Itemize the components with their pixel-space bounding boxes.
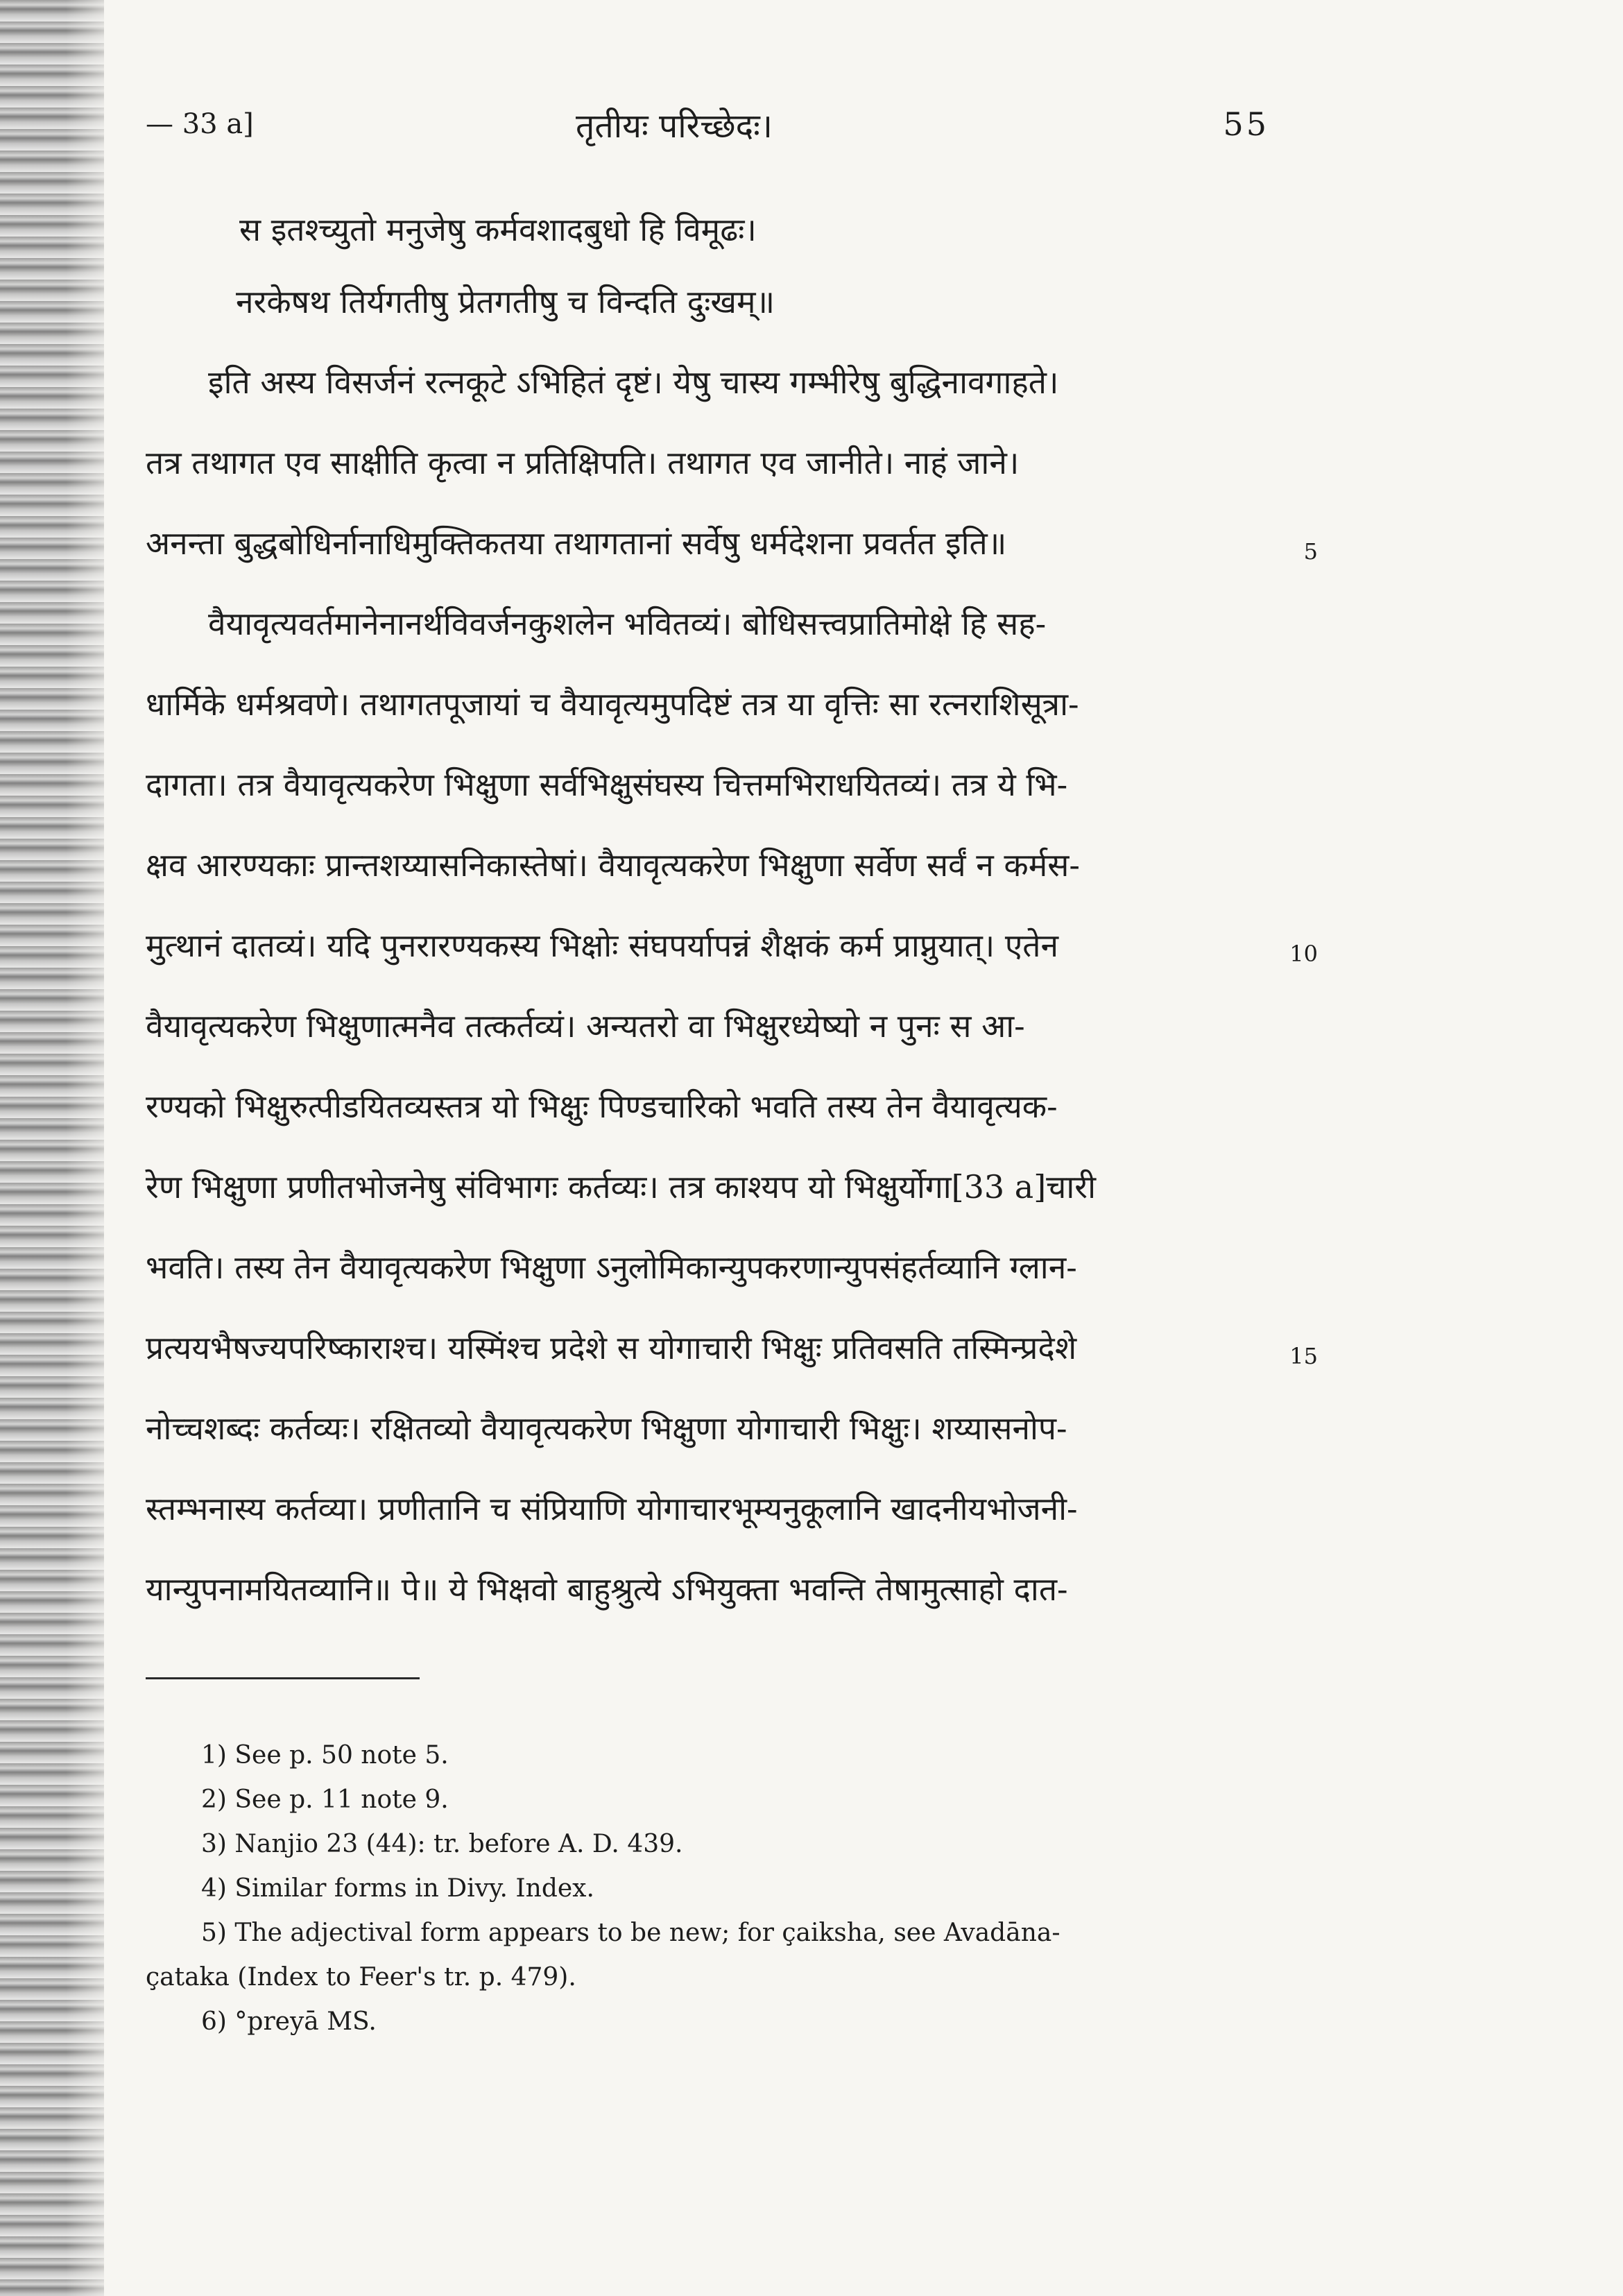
- line-number-5: 5: [1303, 538, 1318, 565]
- footnote-continuation: çataka (Index to Feer's tr. p. 479).: [146, 1963, 576, 1991]
- footnote-divider: [146, 1677, 420, 1679]
- text-line: क्षव आरण्यकाः प्रान्तशय्यासनिकास्तेषां। वैयावृत्यकरेण भिक्षुणा सर्वेण सर्वं न कर्मस-: [146, 846, 1080, 884]
- footnote: 4) Similar forms in Divy. Index.: [201, 1874, 594, 1903]
- footnote: 3) Nanjio 23 (44): tr. before A. D. 439.: [201, 1830, 683, 1858]
- text-line: प्रत्ययभैषज्यपरिष्काराश्च। यस्मिंश्च प्रदेशे स योगाचारी भिक्षुः प्रतिवसति तस्मिन्प्रदेशे: [146, 1329, 1077, 1367]
- line-number-10: 10: [1289, 941, 1318, 967]
- text-line: तत्र तथागत एव साक्षीति कृत्वा न प्रतिक्षिपति। तथागत एव जानीते। नाहं जाने।: [146, 444, 1020, 481]
- text-line: वैयावृत्यकरेण भिक्षुणात्मनैव तत्कर्तव्यं। अन्यतरो वा भिक्षुरध्येष्यो न पुनः स आ-: [146, 1007, 1025, 1045]
- running-title: तृतीयः परिच्छेदः।: [576, 107, 773, 146]
- footnote: 5) The adjectival form appears to be new; for çaiksha, see Avadāna-: [201, 1919, 1060, 1947]
- scan-shadow-fade: [66, 0, 128, 2296]
- text-line: भवति। तस्य तेन वैयावृत्यकरेण भिक्षुणा ऽनुलोमिकान्युपकरणान्युपसंहर्तव्यानि ग्लान-: [146, 1249, 1077, 1286]
- text-line: दागता। तत्र वैयावृत्यकरेण भिक्षुणा सर्वभिक्षुसंघस्य चित्तमभिराधयितव्यं। तत्र ये भि-: [146, 766, 1068, 803]
- footnote: 6) °preyā MS.: [201, 2007, 377, 2036]
- footnote: 1) See p. 50 note 5.: [201, 1741, 449, 1770]
- text-line: अनन्ता बुद्धबोधिर्नानाधिमुक्तिकतया तथागतानां सर्वेषु धर्मदेशना प्रवर्तत इति॥: [146, 524, 1007, 562]
- verse-line: नरकेषथ तिर्यगतीषु प्रेतगतीषु च विन्दति दुःखम्॥: [236, 283, 775, 320]
- page-header: [146, 103, 1269, 158]
- text-line: स्तम्भनास्य कर्तव्या। प्रणीतानि च संप्रियाणि योगाचारभूम्यनुकूलानि खादनीयभोजनी-: [146, 1490, 1078, 1527]
- text-line: यान्युपनामयितव्यानि॥ पे॥ ये भिक्षवो बाहुश्रुत्ये ऽभियुक्ता भवन्ति तेषामुत्साहो दात-: [146, 1570, 1068, 1608]
- page-number: 55: [1223, 105, 1269, 143]
- folio-reference: — 33 a]: [146, 108, 254, 140]
- line-number-15: 15: [1289, 1343, 1318, 1369]
- text-line: नोच्चशब्दः कर्तव्यः। रक्षितव्यो वैयावृत्यकरेण भिक्षुणा योगाचारी भिक्षुः। शय्यासनोप-: [146, 1410, 1067, 1447]
- verse-line: स इतश्च्युतो मनुजेषु कर्मवशादबुधो हि विमूढः।: [239, 211, 757, 248]
- text-line: वैयावृत्यवर्तमानेनानर्थविवर्जनकुशलेन भवितव्यं। बोधिसत्त्वप्रातिमोक्षे हि सह-: [208, 605, 1047, 642]
- text-line: मुत्थानं दातव्यं। यदि पुनरारण्यकस्य भिक्षोः संघपर्यापन्नं शैक्षकं कर्म प्राप्नुयात्। एतेन: [146, 927, 1059, 964]
- footnote: 2) See p. 11 note 9.: [201, 1785, 449, 1814]
- text-line: धार्मिके धर्मश्रवणे। तथागतपूजायां च वैयावृत्यमुपदिष्टं तत्र या वृत्तिः सा रत्नराशिसूत्रा-: [146, 685, 1079, 723]
- text-line: रण्यको भिक्षुरुत्पीडयितव्यस्तत्र यो भिक्षुः पिण्डचारिको भवति तस्य तेन वैयावृत्यक-: [146, 1088, 1058, 1125]
- text-line: रेण भिक्षुणा प्रणीतभोजनेषु संविभागः कर्तव्यः। तत्र काश्यप यो भिक्षुर्योगा[33 a]चारी: [146, 1168, 1097, 1206]
- text-line: इति अस्य विसर्जनं रत्नकूटे ऽभिहितं दृष्टं। येषु चास्य गम्भीरेषु बुद्धिनावगाहते।: [208, 363, 1059, 401]
